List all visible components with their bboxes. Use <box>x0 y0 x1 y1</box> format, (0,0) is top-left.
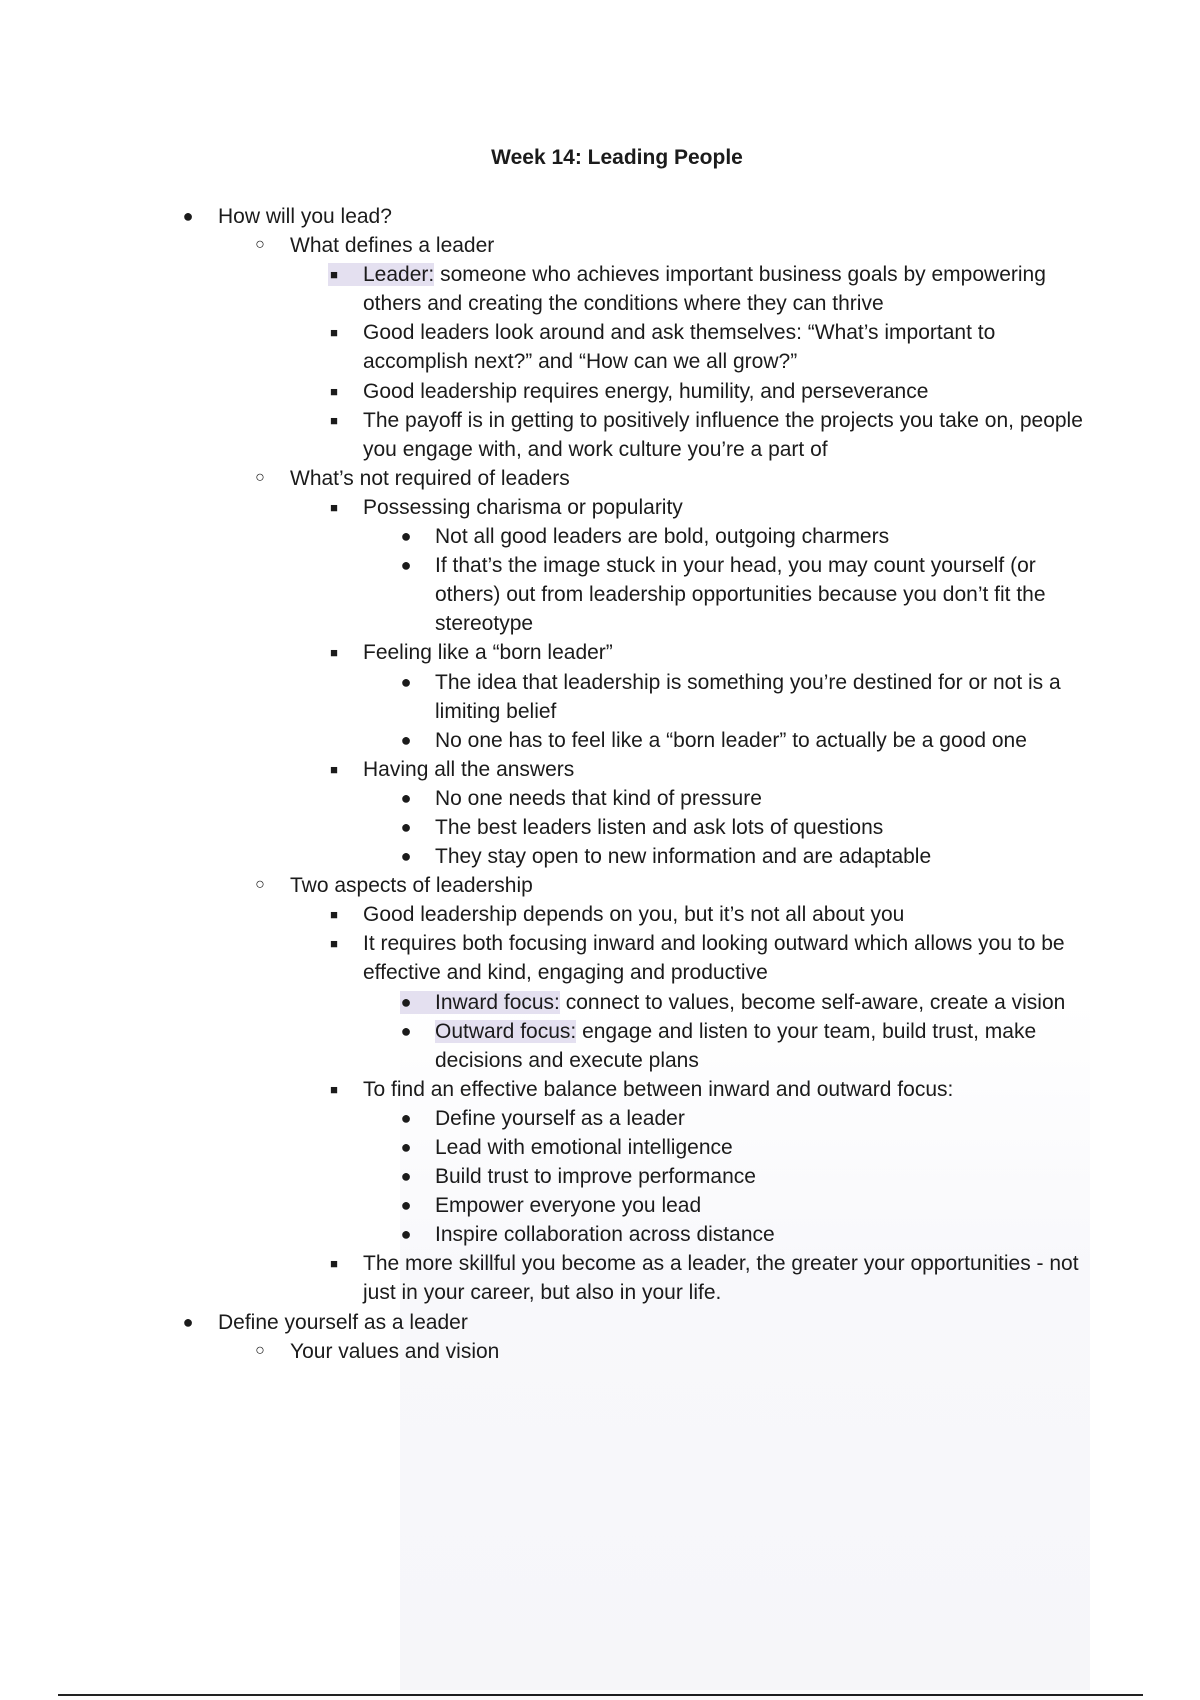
list-item: ■ Leader: someone who achieves important business goals by empowering others and creating the conditions where they can thrive <box>0 260 1083 318</box>
list-item: ○ Your values and vision <box>0 1337 1080 1366</box>
square-bullet-icon: ■ <box>330 325 338 341</box>
hollow-circle-bullet-icon: ○ <box>255 468 265 486</box>
square-bullet-icon: ■ <box>330 383 338 399</box>
list-item: ● Define yourself as a leader <box>0 1308 1080 1337</box>
notes-outline <box>0 202 1200 1366</box>
list-item: ● Lead with emotional intelligence <box>0 1133 1083 1162</box>
list-item: ● Outward focus: engage and listen to your team, build trust, make decisions and execute plans <box>0 1017 1083 1075</box>
list-item: ■ The payoff is in getting to positively influence the projects you take on, people you engage with, and work culture you’re a part of <box>0 406 1083 464</box>
filled-circle-bullet-icon: ● <box>400 555 412 576</box>
list-item: ● They stay open to new information and are adaptable <box>0 842 1083 871</box>
filled-circle-bullet-icon: ● <box>182 1311 194 1332</box>
list-item: ○ Two aspects of leadership <box>0 871 1080 900</box>
filled-circle-bullet-icon: ● <box>400 729 412 750</box>
page-bottom-rule <box>58 1694 1143 1696</box>
list-item: ● No one needs that kind of pressure <box>0 784 1083 813</box>
list-item: ● The idea that leadership is something you’re destined for or not is a limiting belief <box>0 668 1083 726</box>
filled-circle-bullet-icon: ● <box>182 206 194 226</box>
list-item: ■ Good leaders look around and ask themselves: “What’s important to accomplish next?” and “How can we all grow?” <box>0 318 1083 376</box>
square-bullet-icon: ■ <box>330 412 338 428</box>
square-bullet-icon: ■ <box>330 267 338 283</box>
filled-circle-bullet-icon: ● <box>400 991 412 1012</box>
square-bullet-icon: ■ <box>330 1256 338 1272</box>
list-item: ● Build trust to improve performance <box>0 1162 1083 1191</box>
list-item: ■ The more skillful you become as a leader, the greater your opportunities - not just in your career, but also in your life. <box>0 1249 1083 1307</box>
list-item: ● Empower everyone you lead <box>0 1191 1083 1220</box>
list-item: ■ Feeling like a “born leader” <box>0 638 1083 667</box>
hollow-circle-bullet-icon: ○ <box>255 236 265 254</box>
list-item: ● No one has to feel like a “born leader” to actually be a good one <box>0 726 1083 755</box>
filled-circle-bullet-icon: ● <box>400 846 412 867</box>
list-item: ● How will you lead? <box>0 202 1080 231</box>
list-item: ● Not all good leaders are bold, outgoing charmers <box>0 522 1083 551</box>
list-item: ● Inward focus: connect to values, become self-aware, create a vision <box>0 988 1083 1017</box>
list-item: ● If that’s the image stuck in your head, you may count yourself (or others) out from leadership opportunities because you don’t fit the stereotype <box>0 551 1083 638</box>
filled-circle-bullet-icon: ● <box>400 671 412 692</box>
filled-circle-bullet-icon: ● <box>400 1137 412 1157</box>
list-item: ● Inspire collaboration across distance <box>0 1220 1083 1249</box>
list-item: ○ What defines a leader <box>0 231 1080 260</box>
page-title: Week 14: Leading People <box>491 146 743 169</box>
filled-circle-bullet-icon: ● <box>400 1224 412 1245</box>
square-bullet-icon: ■ <box>330 499 338 515</box>
list-item: ■ It requires both focusing inward and looking outward which allows you to be effective and kind, engaging and productive <box>0 929 1083 987</box>
list-item: ○ What’s not required of leaders <box>0 464 1080 493</box>
filled-circle-bullet-icon: ● <box>400 1020 412 1041</box>
list-item: ● Define yourself as a leader <box>0 1104 1083 1133</box>
square-bullet-icon: ■ <box>330 761 338 777</box>
filled-circle-bullet-icon: ● <box>400 1107 412 1128</box>
list-item: ■ Good leadership depends on you, but it’s not all about you <box>0 900 1083 929</box>
filled-circle-bullet-icon: ● <box>400 1166 412 1187</box>
list-item: ● The best leaders listen and ask lots of questions <box>0 813 1083 842</box>
highlighted-term: Inward focus: <box>400 991 560 1014</box>
hollow-circle-bullet-icon: ○ <box>255 1341 265 1359</box>
hollow-circle-bullet-icon: ○ <box>255 876 265 894</box>
square-bullet-icon: ■ <box>330 1081 338 1097</box>
filled-circle-bullet-icon: ● <box>400 526 412 547</box>
square-bullet-icon: ■ <box>330 907 338 923</box>
square-bullet-icon: ■ <box>330 936 338 952</box>
list-item: ■ To find an effective balance between inward and outward focus: <box>0 1075 1083 1104</box>
filled-circle-bullet-icon: ● <box>400 787 412 808</box>
list-item: ■ Good leadership requires energy, humility, and perseverance <box>0 377 1083 406</box>
filled-circle-bullet-icon: ● <box>400 816 412 837</box>
list-item: ■ Having all the answers <box>0 755 1083 784</box>
highlighted-term: Leader: <box>328 263 434 286</box>
highlighted-term: Outward focus: <box>435 1019 577 1043</box>
list-item: ■ Possessing charisma or popularity <box>0 493 1083 522</box>
square-bullet-icon: ■ <box>330 645 338 661</box>
filled-circle-bullet-icon: ● <box>400 1195 412 1216</box>
